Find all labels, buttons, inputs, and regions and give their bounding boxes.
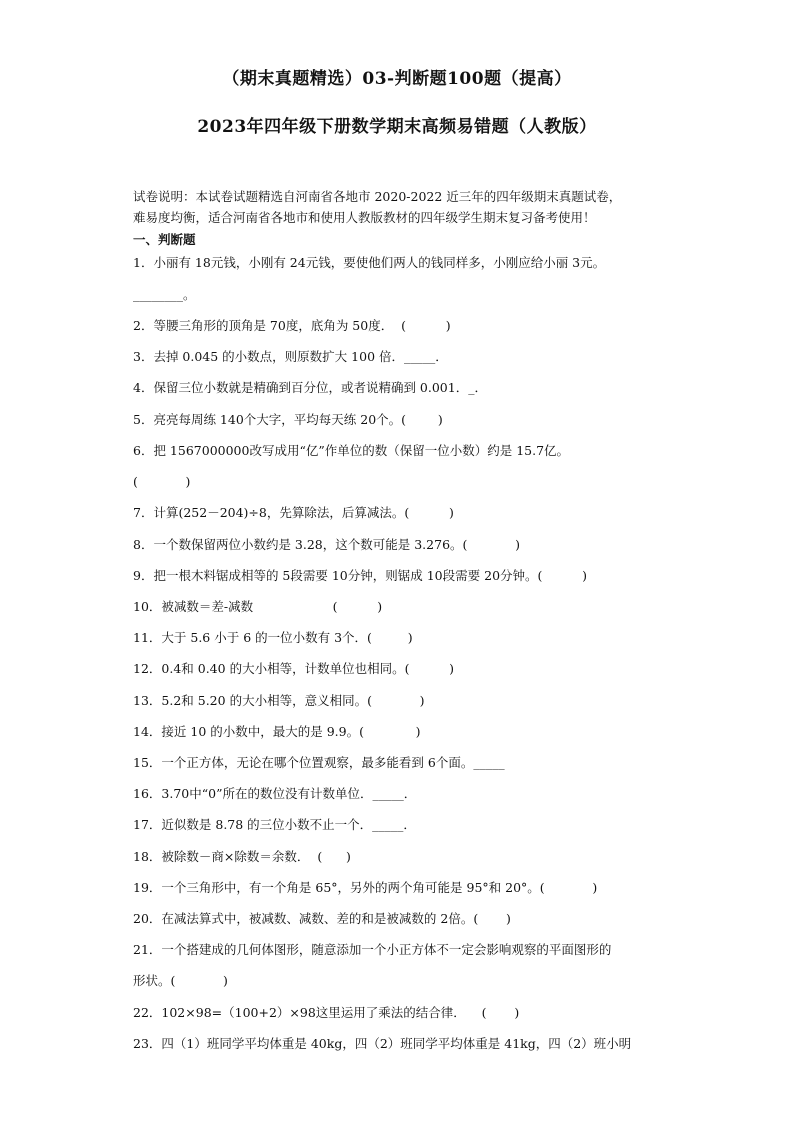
question-line: 5．亮亮每周练 140个大字，平均每天练 20个。( )	[133, 412, 443, 427]
question-line: 20．在减法算式中，被减数、减数、差的和是被减数的 2倍。( )	[133, 911, 511, 926]
document-title-line1: （期末真题精选）03-判断题100题（提高）	[222, 69, 572, 89]
question-line: 15．一个正方体，无论在哪个位置观察，最多能看到 6个面。_____	[133, 755, 505, 770]
question-line: 17．近似数是 8.78 的三位小数不止一个．_____．	[133, 817, 416, 832]
question-line: 22．102×98=（100+2）×98这里运用了乘法的结合律． ( )	[133, 1005, 520, 1020]
question-line: 3．去掉 0.045 的小数点，则原数扩大 100 倍．_____．	[133, 349, 448, 364]
question-line: 8．一个数保留两位小数约是 3.28，这个数可能是 3.276。( )	[133, 537, 520, 552]
question-line: 12．0.4和 0.40 的大小相等，计数单位也相同。( )	[133, 661, 455, 676]
document-title-line2: 2023年四年级下册数学期末高频易错题（人教版）	[197, 117, 597, 137]
question-line: 18．被除数－商×除数＝余数． ( )	[133, 849, 351, 864]
question-line: ( )	[133, 474, 191, 489]
question-line: 7．计算(252－204)÷8，先算除法，后算减法。( )	[133, 505, 454, 520]
question-line: 11．大于 5.6 小于 6 的一位小数有 3个．( )	[133, 630, 413, 645]
question-line: 23．四（1）班同学平均体重是 40kg，四（2）班同学平均体重是 41kg，四（2）班小明	[133, 1036, 632, 1051]
exam-intro-line2: 难易度均衡，适合河南省各地市和使用人教版教材的四年级学生期末复习备考使用！	[133, 210, 596, 225]
question-line: 14．接近 10 的小数中，最大的是 9.9。( )	[133, 724, 421, 739]
question-line: 19．一个三角形中，有一个角是 65°，另外的两个角可能是 95°和 20°。( )	[133, 880, 598, 895]
question-line: ________。	[133, 287, 196, 302]
question-line: 2．等腰三角形的顶角是 70度，底角为 50度． ( )	[133, 318, 451, 333]
question-line: 形状。( )	[133, 973, 228, 988]
question-line: 10．被减数＝差-减数 ( )	[133, 599, 383, 614]
question-line: 9．把一根木料锯成相等的 5段需要 10分钟，则锯成 10段需要 20分钟。( )	[133, 568, 588, 583]
question-line: 1．小丽有 18元钱，小刚有 24元钱，要使他们两人的钱同样多，小刚应给小丽 3元。	[133, 255, 606, 270]
section-heading: 一、判断题	[133, 232, 196, 247]
question-line: 16．3.70中“0”所在的数位没有计数单位．_____．	[133, 786, 417, 801]
question-line: 13．5.2和 5.20 的大小相等，意义相同。( )	[133, 693, 425, 708]
exam-intro-line1: 试卷说明：本试卷试题精选自河南省各地市 2020-2022 近三年的四年级期末真题试卷，	[133, 189, 622, 204]
question-line: 21．一个搭建成的几何体图形，随意添加一个小正方体不一定会影响观察的平面图形的	[133, 942, 612, 957]
question-line: 4．保留三位小数就是精确到百分位，或者说精确到 0.001．_．	[133, 380, 487, 395]
question-line: 6．把 1567000000改写成用“亿”作单位的数（保留一位小数）约是 15.7亿。	[133, 443, 570, 458]
